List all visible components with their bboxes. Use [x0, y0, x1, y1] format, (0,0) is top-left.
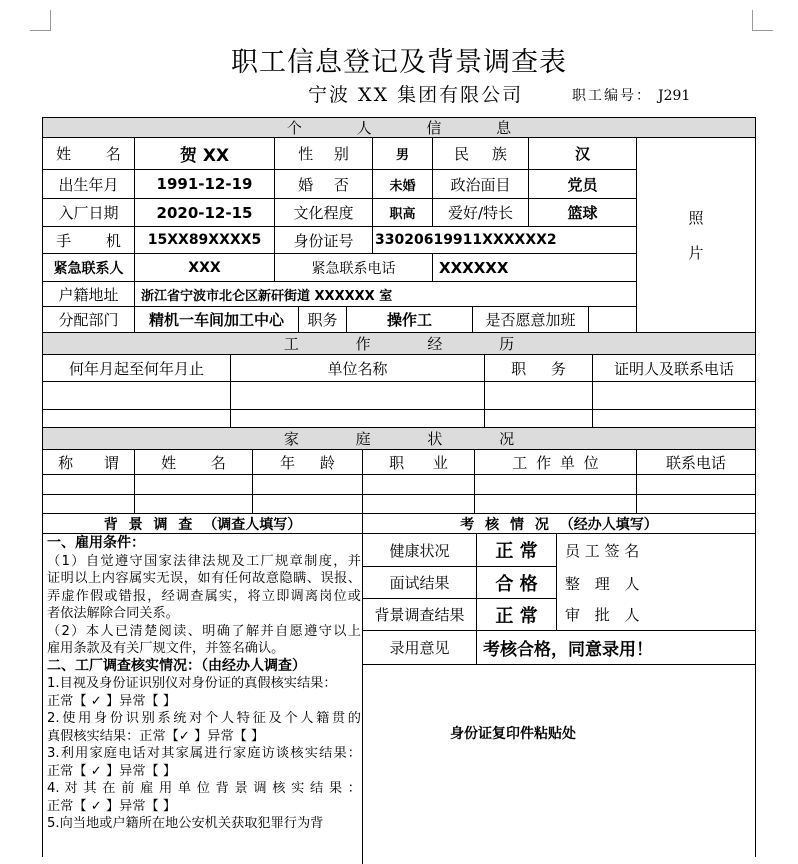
political-label: 政治面目 — [433, 170, 529, 199]
gender-value: 男 — [373, 138, 433, 170]
id-number-value: 33020619911XXXXXX2 — [373, 227, 637, 254]
family-cell[interactable] — [475, 475, 637, 495]
family-col-age: 年 龄 — [253, 450, 363, 475]
personal-info-header: 个 人 信 息 — [43, 118, 755, 138]
work-cell[interactable] — [43, 410, 231, 428]
family-col-job: 职 业 — [363, 450, 475, 475]
interview-value: 合 格 — [477, 567, 557, 599]
hire-opinion-value: 考核合格，同意录用！ — [477, 631, 755, 665]
photo-box — [637, 138, 755, 333]
marital-label: 婚 否 — [275, 170, 373, 199]
work-history-header: 工 作 经 历 — [43, 333, 755, 355]
organizer-label: 整 理 人 — [565, 574, 640, 593]
political-value: 党员 — [529, 170, 637, 199]
document-title: 职工信息登记及背景调查表 — [231, 47, 567, 78]
join-date-value: 2020-12-15 — [135, 199, 275, 227]
family-col-name: 姓 名 — [135, 450, 253, 475]
registration-form — [42, 117, 756, 857]
verification-check[interactable]: 正常【 ✓ 】异常【 】 — [47, 798, 177, 814]
health-value: 正 常 — [477, 534, 557, 567]
health-label: 健康状况 — [363, 534, 477, 567]
interview-label: 面试结果 — [363, 567, 477, 599]
employee-number-value: J291 — [658, 88, 691, 104]
overtime-label: 是否愿意加班 — [473, 307, 589, 333]
company-name: 宁波 XX 集团有限公司 — [308, 84, 524, 106]
employee-number-label: 职工编号： — [572, 88, 652, 104]
page-corner-mark — [752, 10, 773, 31]
emergency-contact-value: XXX — [135, 254, 275, 282]
verification-item: 1.目视及身份证识别仪对身份证的真假核实结果： — [47, 676, 337, 691]
verification-item: 4. 对 其 在 前 雇 用 单 位 背 景 调 核 实 结 果 ： — [47, 781, 361, 796]
birth-value: 1991-12-19 — [135, 170, 275, 199]
family-cell[interactable] — [475, 495, 637, 514]
family-cell[interactable] — [637, 475, 755, 495]
condition-1-line: （1）自觉遵守国家法律法规及工厂规章制度，并 — [47, 553, 361, 569]
ethnicity-value: 汉 — [529, 138, 637, 170]
family-cell[interactable] — [135, 475, 253, 495]
family-cell[interactable] — [253, 475, 363, 495]
hobby-label: 爱好/特长 — [433, 199, 529, 227]
condition-1-line: 者依法解除合同关系。 — [47, 606, 179, 621]
verification-check[interactable]: 正常【 ✓ 】异常【 】 — [47, 763, 177, 779]
condition-1-line: 弄虚作假或错报，经调查属实，将立即调离岗位或 — [47, 588, 361, 604]
ethnicity-label: 民 族 — [433, 138, 529, 170]
gender-label: 性 别 — [275, 138, 373, 170]
family-cell[interactable] — [363, 495, 475, 514]
overtime-value[interactable] — [589, 307, 637, 333]
name-label: 姓 名 — [43, 138, 135, 170]
family-header: 家 庭 状 况 — [43, 428, 755, 450]
family-cell[interactable] — [253, 495, 363, 514]
family-cell[interactable] — [43, 495, 135, 514]
condition-2-line: 雇用条款及有关厂规文件，并签名确认。 — [47, 641, 285, 656]
assessment-header: 考 核 情 况 （经办人填写） — [363, 514, 755, 534]
employee-number — [572, 85, 690, 105]
verification-check[interactable]: 正常【 ✓ 】异常【 】 — [47, 693, 177, 709]
work-col-company: 单位名称 — [231, 355, 485, 382]
work-col-position: 职 务 — [485, 355, 593, 382]
family-col-employer: 工 作 单 位 — [475, 450, 637, 475]
verification-check[interactable]: 真假核实结果：正常【✓ 】异常【 】 — [47, 728, 265, 744]
verification-item: 2.使用身份识别系统对个人特征及个人籍贯的 — [47, 711, 361, 726]
family-cell[interactable] — [135, 495, 253, 514]
work-cell[interactable] — [231, 382, 485, 410]
id-number-label: 身份证号 — [275, 227, 373, 254]
position-value: 操作工 — [347, 307, 473, 333]
family-col-relation: 称 谓 — [43, 450, 135, 475]
work-cell[interactable] — [593, 382, 755, 410]
hobby-value: 篮球 — [529, 199, 637, 227]
join-date-label: 入厂日期 — [43, 199, 135, 227]
position-label: 职务 — [299, 307, 347, 333]
background-result-value: 正 常 — [477, 599, 557, 631]
id-copy-area-label: 身份证复印件粘贴处 — [450, 726, 576, 742]
work-cell[interactable] — [43, 382, 231, 410]
work-cell[interactable] — [485, 410, 593, 428]
education-value: 职高 — [373, 199, 433, 227]
background-result-label: 背景调查结果 — [363, 599, 477, 631]
family-cell[interactable] — [363, 475, 475, 495]
staff-signature-label: 员 工 签 名 — [565, 542, 640, 560]
work-col-reference: 证明人及联系电话 — [593, 355, 755, 382]
family-cell[interactable] — [637, 495, 755, 514]
department-value: 精机一车间加工中心 — [135, 307, 299, 333]
mobile-label: 手 机 — [43, 227, 135, 254]
verification-heading: 二、工厂调查核实情况：（由经办人调查） — [47, 657, 306, 674]
work-cell[interactable] — [485, 382, 593, 410]
hukou-value: 浙江省宁波市北仑区新矸街道 XXXXXX 室 — [135, 282, 637, 307]
birth-label: 出生年月 — [43, 170, 135, 199]
verification-item: 3.利用家庭电话对其家属进行家庭访谈核实结果： — [47, 746, 361, 761]
department-label: 分配部门 — [43, 307, 135, 333]
hukou-label: 户籍地址 — [43, 282, 135, 307]
education-label: 文化程度 — [275, 199, 373, 227]
emergency-contact-label: 紧急联系人 — [43, 254, 135, 282]
condition-1-line: 证明以上内容属实无误，如有任何故意隐瞒、误报、 — [47, 571, 361, 586]
hire-opinion-label: 录用意见 — [363, 631, 477, 665]
photo-label-1: 照 — [688, 209, 704, 227]
name-value: 贺 XX — [135, 138, 275, 170]
family-col-phone: 联系电话 — [637, 450, 755, 475]
photo-label-2: 片 — [688, 244, 704, 262]
page-corner-mark — [30, 10, 51, 31]
verification-item: 5.向当地或户籍所在地公安机关获取犯罪行为背 — [47, 816, 324, 831]
mobile-value: 15XX89XXXX5 — [135, 227, 275, 254]
background-content — [47, 535, 361, 833]
approver-label: 审 批 人 — [557, 599, 755, 631]
marital-value: 未婚 — [373, 170, 433, 199]
emergency-phone-value: XXXXXX — [433, 254, 637, 282]
work-cell[interactable] — [231, 410, 485, 428]
work-col-period: 何年月起至何年月止 — [43, 355, 231, 382]
family-cell[interactable] — [43, 475, 135, 495]
employment-conditions-heading: 一、雇用条件： — [47, 535, 145, 551]
work-cell[interactable] — [593, 410, 755, 428]
emergency-phone-label: 紧急联系电话 — [275, 254, 433, 282]
background-header: 背 景 调 查 （调查人填写） — [43, 514, 363, 534]
condition-2-line: （2）本人已清楚阅读、明确了解并自愿遵守以上 — [47, 623, 361, 639]
